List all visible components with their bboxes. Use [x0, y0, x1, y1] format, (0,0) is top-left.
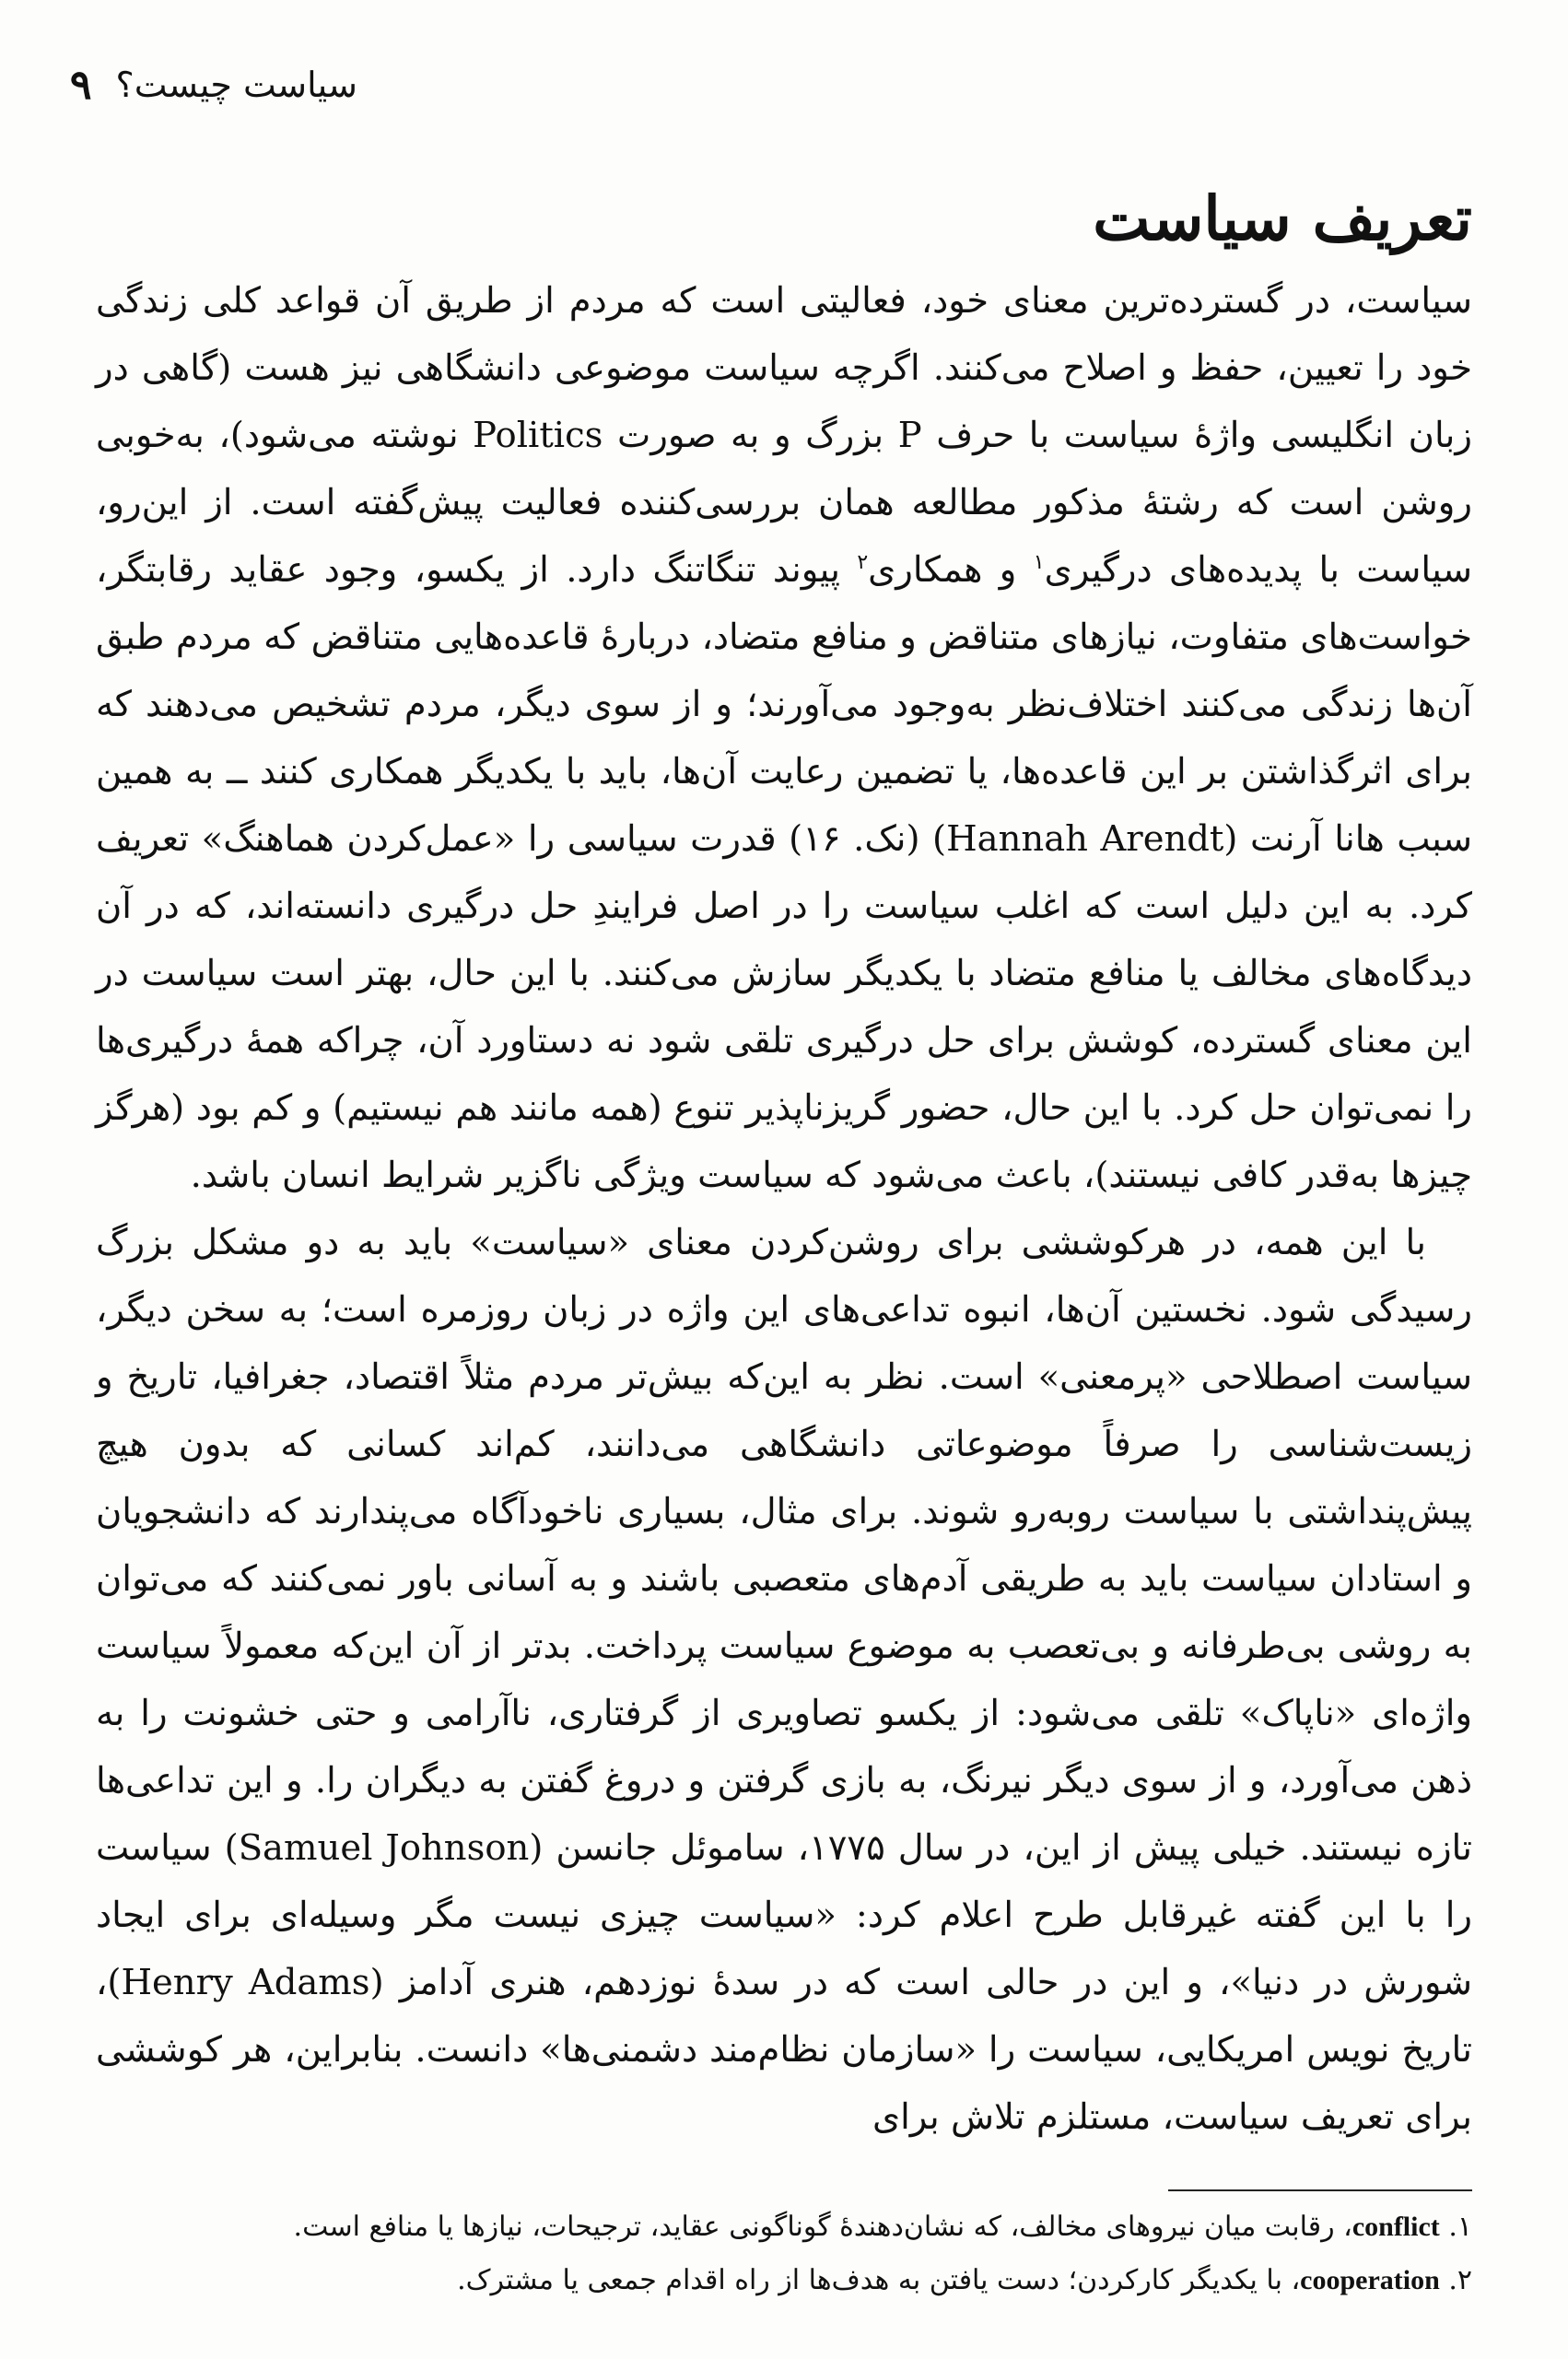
footnotes — [96, 2201, 1472, 2307]
footnote-ref-2: ۲ — [857, 551, 869, 575]
footnote-2 — [96, 2254, 1472, 2307]
footnote-term: conflict — [1352, 2212, 1440, 2242]
running-header — [44, 57, 357, 112]
paragraph-1-part-a: سیاست، در گسترده‌ترین معنای خود، فعالیتی است که مردم از طریق آن قواعد کلی زندگی خود را تعیین، حفظ و اصلاح می‌کنند. اگرچه سیاست موضوعی دانشگاهی نیز هست (گاهی در زبان انگلیسی واژهٔ سیاست با حرف P بزرگ و به صورت Politics نوشته می‌شود)، به‌خوبی روشن است که رشتهٔ مذکور مطالعه همان بررسی‌کننده فعالیت پیش‌گفته است. از این‌رو، سیاست با پدیده‌های درگیری — [96, 280, 1472, 591]
paragraph-1-part-b: و همکاری — [868, 549, 1034, 591]
footnote-ref-1: ۱ — [1033, 551, 1045, 575]
running-title: سیاست چیست؟ — [115, 65, 357, 105]
footnote-1 — [96, 2201, 1472, 2254]
body-text — [96, 267, 1472, 2151]
page-number: ۹ — [69, 61, 92, 109]
section-title: تعریف سیاست — [1093, 182, 1472, 254]
paragraph-1-part-c: پیوند تنگاتنگ دارد. از یکسو، وجود عقاید رقابتگر، خواست‌های متفاوت، نیازهای متناقض و منافع متضاد، دربارهٔ قاعده‌هایی متناقض که مردم طبق آن‌ها زندگی می‌کنند اختلاف‌نظر به‌وجود می‌آورند؛ و از سوی دیگر، مردم تشخیص می‌دهند که برای اثرگذاشتن بر این قاعده‌ها، یا تضمین رعایت آن‌ها، باید با یکدیگر همکاری کنند ــ به همین سبب هانا آرنت (Hannah Arendt) (نک. ۱۶) قدرت سیاسی را «عمل‌کردن هماهنگ» تعریف کرد. به این دلیل است که اغلب سیاست را در اصل فرایندِ حل درگیری دانسته‌اند، که در آن دیدگاه‌های مخالف یا منافع متضاد با یکدیگر سازش می‌کنند. با این حال، بهتر است سیاست در این معنای گسترده، کوشش برای حل درگیری تلقی شود نه دستاورد آن، چراکه همهٔ درگیری‌ها را نمی‌توان حل کرد. با این حال، حضور گریزناپذیر تنوع (همه مانند هم نیستیم) و کم بود (هرگز چیزها به‌قدر کافی نیستند)، باعث می‌شود که سیاست ویژگی ناگزیر شرایط انسان باشد. — [96, 549, 1472, 1196]
footnote-term: cooperation — [1300, 2265, 1440, 2295]
footnote-text: ، با یکدیگر کارکردن؛ دست یافتن به هدف‌ها از راه اقدام جمعی یا مشترک. — [457, 2264, 1301, 2296]
footnote-number: ۲. — [1448, 2264, 1472, 2296]
footnote-number: ۱. — [1448, 2211, 1472, 2243]
footnote-text: ، رقابت میان نیروهای مخالف، که نشان‌دهندهٔ گوناگونی عقاید، ترجیحات، نیازها یا منافع است. — [293, 2211, 1352, 2243]
footnote-divider — [1168, 2189, 1472, 2191]
paragraph-2: با این همه، در هرکوششی برای روشن‌کردن معنای «سیاست» باید به دو مشکل بزرگ رسیدگی شود. نخستین آن‌ها، انبوه تداعی‌های این واژه در زبان روزمره است؛ به سخن دیگر، سیاست اصطلاحی «پرمعنی» است. نظر به این‌که بیش‌تر مردم مثلاً اقتصاد، جغرافیا، تاریخ و زیست‌شناسی را صرفاً موضوعاتی دانشگاهی می‌دانند، کم‌اند کسانی که بدون هیچ پیش‌پنداشتی با سیاست روبه‌رو شوند. برای مثال، بسیاری ناخودآگاه می‌پندارند که دانشجویان و استادان سیاست باید به طریقی آدم‌های متعصبی باشند و به آسانی باور نمی‌کنند که می‌توان به روشی بی‌طرفانه و بی‌تعصب به موضوع سیاست پرداخت. بدتر از آن این‌که معمولاً سیاست واژه‌ای «ناپاک» تلقی می‌شود: از یکسو تصاویری از گرفتاری، ناآرامی و حتی خشونت را به ذهن می‌آورد، و از سوی دیگر نیرنگ، به بازی گرفتن و دروغ گفتن به دیگران را. و این تداعی‌ها تازه نیستند. خیلی پیش از این، در سال ۱۷۷۵، ساموئل جانسن (Samuel Johnson) سیاست را با این گفته غیرقابل طرح اعلام کرد: «سیاست چیزی نیست مگر وسیله‌ای برای ایجاد شورش در دنیا»، و این در حالی است که در سدهٔ نوزدهم، هنری آدامز (Henry Adams)، تاریخ نویس امریکایی، سیاست را «سازمان نظام‌مند دشمنی‌ها» دانست. بنابراین، هر کوششی برای تعریف سیاست، مستلزم تلاش برای — [96, 1222, 1473, 2138]
paragraph-1 — [96, 267, 1472, 1209]
